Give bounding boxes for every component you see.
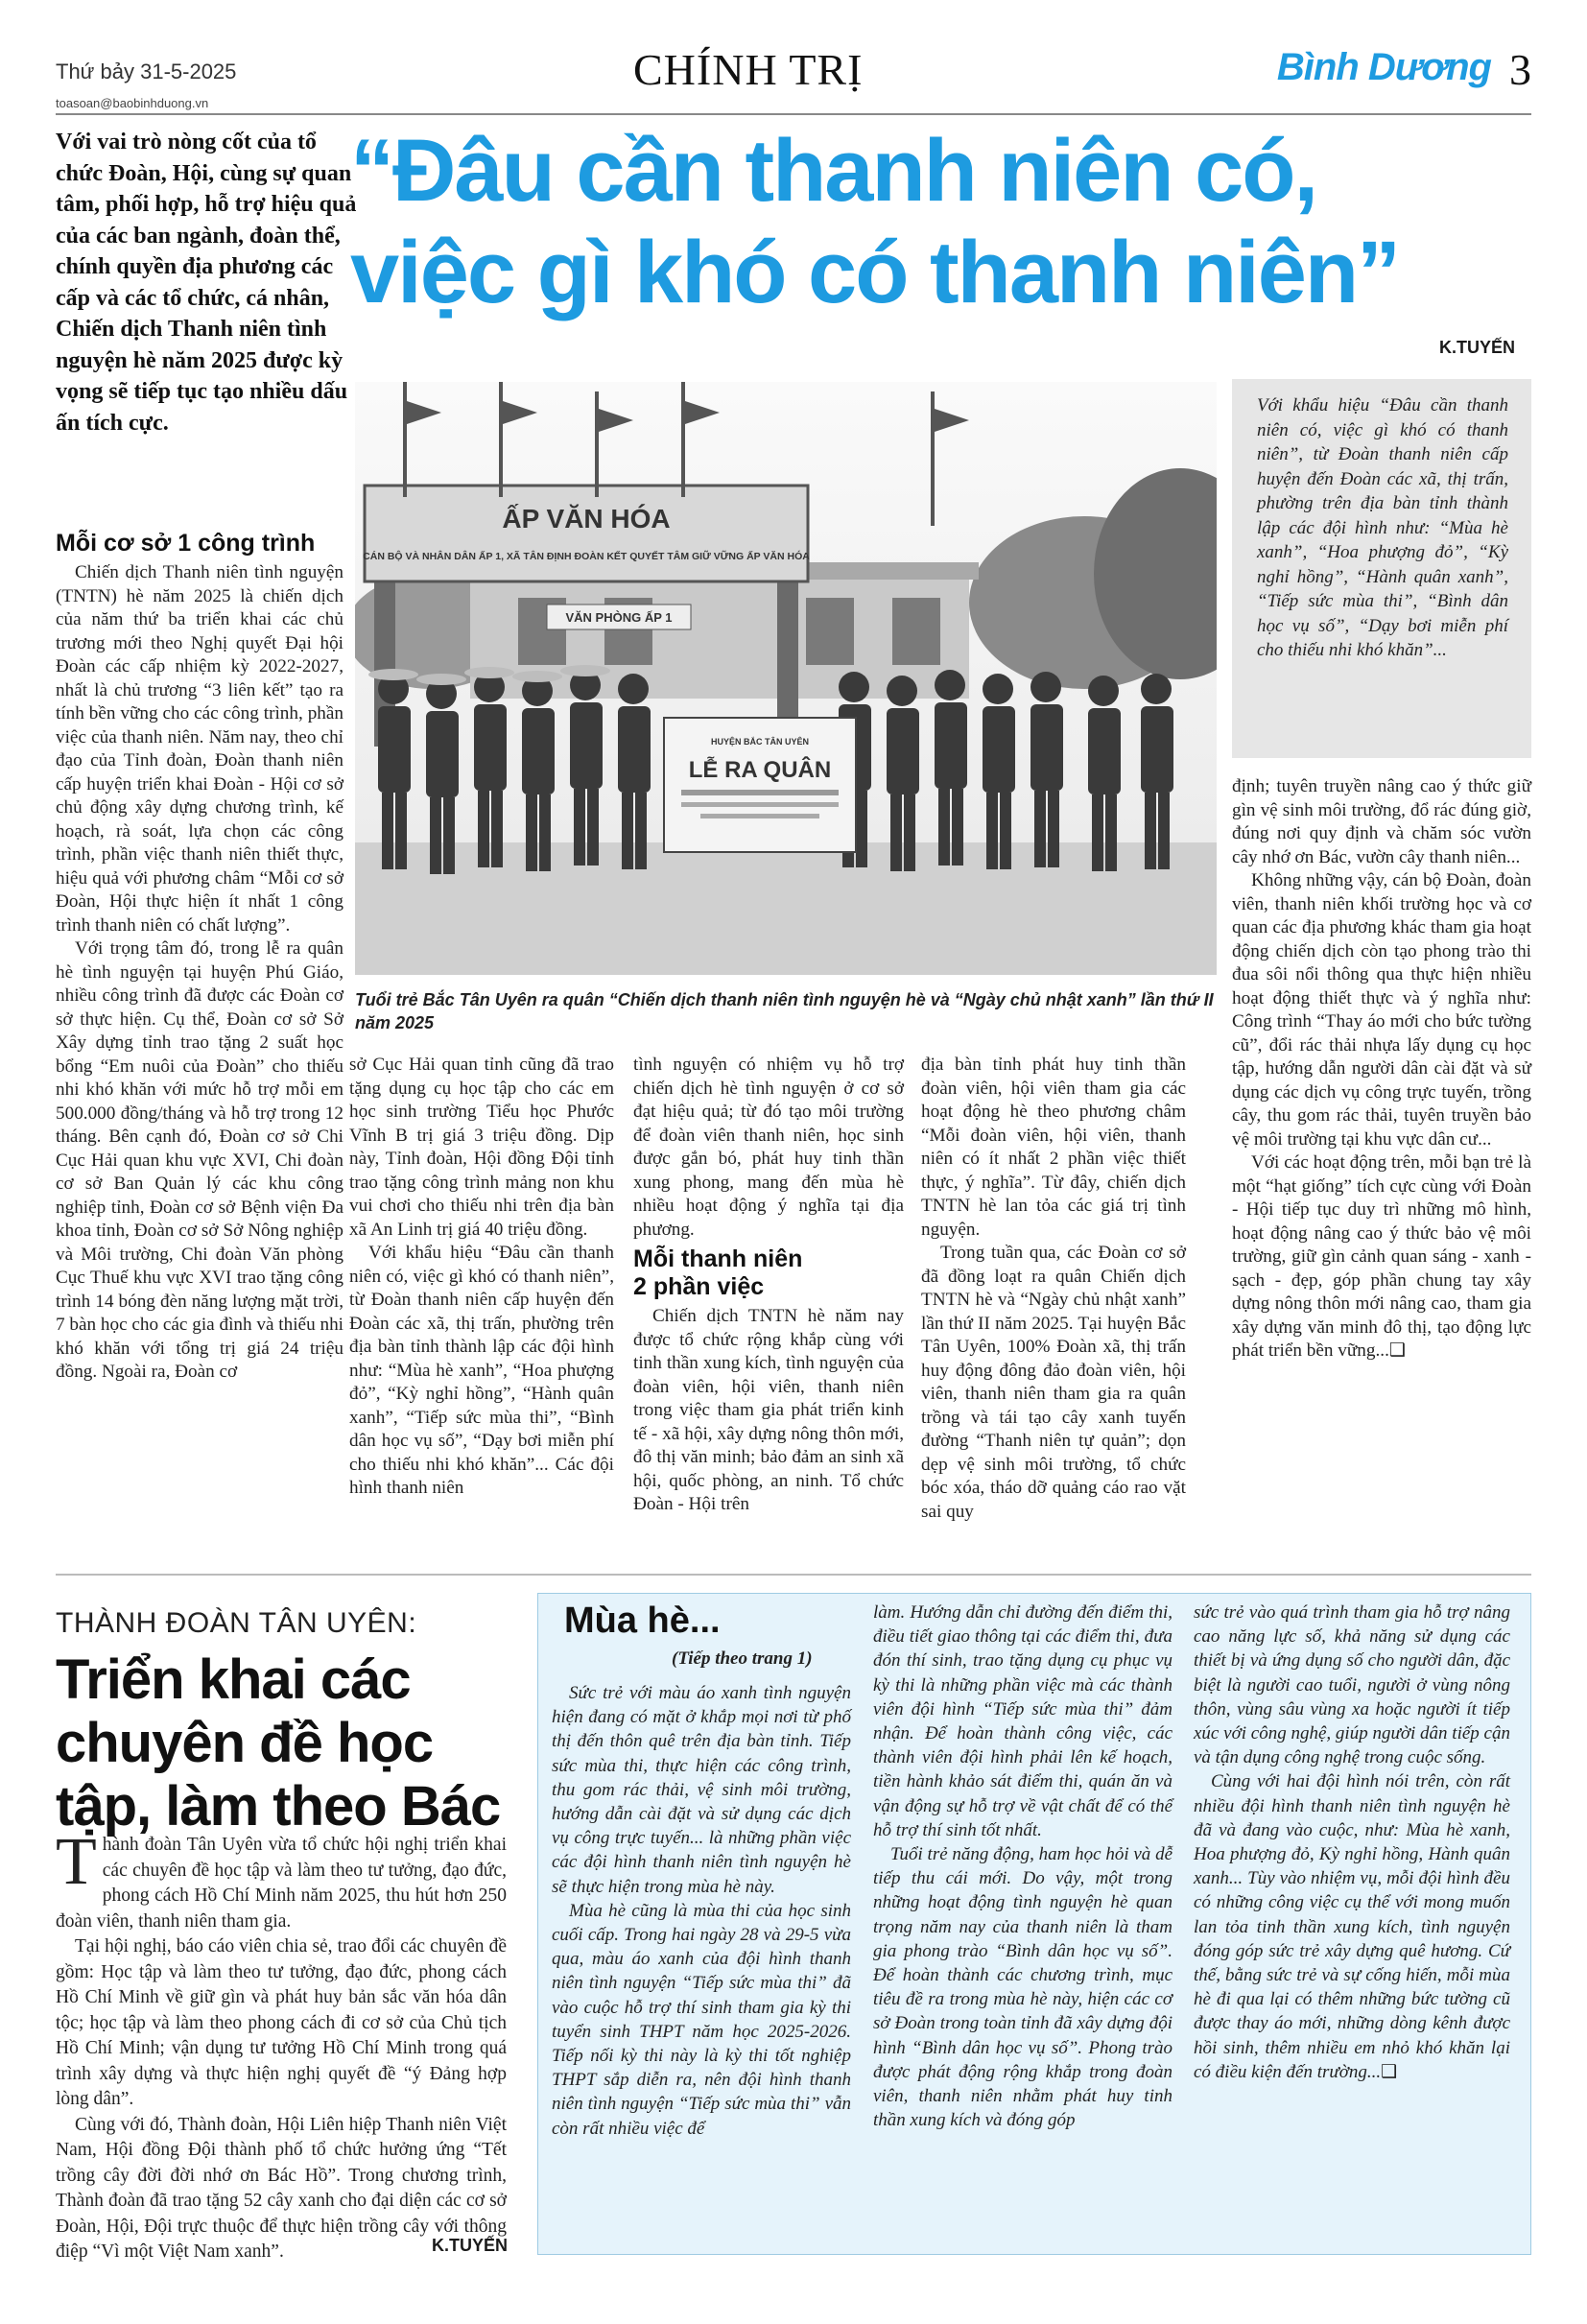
gate-sign-subtitle: CÁN BỘ VÀ NHÂN DÂN ẤP 1, XÃ TÂN ĐỊNH ĐOÀN KẾT QUYẾT TÂM GIỮ VỮNG ẤP VĂN HÓA	[363, 551, 810, 562]
photo-caption: Tuổi trẻ Bắc Tân Uyên ra quân “Chiến dịch thanh niên tình nguyện hè và “Ngày chủ nhật xanh” lần thứ II năm 2025	[355, 990, 1214, 1032]
section-title: CHÍNH TRỊ	[633, 45, 864, 94]
continued-story-title: Mùa hè...	[564, 1601, 721, 1641]
paragraph: Tại hội nghị, báo cáo viên chia sẻ, trao đổi các chuyên đề gồm: Học tập và làm theo tư tưởng, đạo đức, phong cách Hồ Chí Minh về giữ gìn và phát huy bản sắc văn hóa dân tộc; học tập và làm theo phong cách đi cơ sở của Chủ tịch Hồ Chí Minh; vận dụng tư tưởng Hồ Chí Minh trong quá trình xây dựng và thực hiện nghị quyết đề “ý Đảng hợp lòng dân”.	[56, 1936, 507, 2109]
subheading-2-line-2: 2 phần việc	[633, 1273, 765, 1300]
end-mark-icon: ❑	[1388, 1340, 1407, 1361]
paragraph	[1232, 1151, 1531, 1364]
paragraph: Không những vậy, cán bộ Đoàn, đoàn viên, thanh niên khối trường học và cơ quan các địa phương khác tham gia hoạt động chiến dịch còn tạo phong trào thi đua sôi nổi thông qua thực hiện nhiều hoạt động thiết thực và ý nghĩa như: Công trình “Thay áo mới cho bức tường cũ”, đổi rác thải nhựa lấy dụng cụ học tập, hướng dẫn người dân cài đặt và sử dụng các dịch vụ công trực tuyến, trồng cây, thu gom rác thải, tuyên truyền bảo vệ môi trường tại khu vực dân cư...	[1232, 870, 1531, 1150]
article-lead: Với vai trò nòng cốt của tổ chức Đoàn, Hội, cùng sự quan tâm, phối hợp, hỗ trợ hiệu quả của các ban ngành, đoàn thể, chính quyền địa phương các cấp và các tổ chức, cá nhân, Chiến dịch Thanh niên tình nguyện hè năm 2025 được kỳ vọng sẽ tiếp tục tạo nhiều dấu ấn tích cực.	[56, 130, 357, 436]
story-body	[56, 1825, 507, 2265]
paragraph	[1194, 1769, 1510, 2084]
paragraph: Chiến dịch Thanh niên tình nguyện (TNTN) hè năm 2025 là chiến dịch của năm thứ ba triển khai các chủ trương mới theo Nghị quyết Đại hội Đoàn các cấp nhiệm kỳ 2022-2027, nhất là chủ trương “3 liên kết” tạo ra tính bền vững cho các công trình, phần việc của thanh niên. Năm nay, theo chỉ đạo của Tỉnh đoàn, Đoàn thanh niên cấp huyện triển khai Đoàn - Hội cơ sở chủ động xây dựng chương trình, kế hoạch, rà soát, lựa chọn các công trình, phần việc thanh niên thiết thực, hiệu quả với phương châm “Mỗi cơ sở Đoàn, Hội thực hiện ít nhất 1 công trình thanh niên có chất lượng”.	[56, 562, 343, 936]
paragraph: Trong tuần qua, các Đoàn cơ sở đã đồng loạt ra quân Chiến dịch TNTN hè và “Ngày chủ nhật xanh” lần thứ II năm 2025. Tại huyện Bắc Tân Uyên, 100% Đoàn xã, thị trấn huy động đông đảo đoàn viên, hội viên, thanh niên tham gia ra quân trồng và tái tạo cây xanh tuyến đường “Thanh niên tự quản”; dọn dẹp vệ sinh môi trường, tổ chức bóc xóa, tháo dỡ quảng cáo rao vặt sai quy	[921, 1243, 1186, 1522]
subheading-2-line-1: Mỗi thanh niên	[633, 1245, 803, 1272]
paragraph: tình nguyện có nhiệm vụ hỗ trợ chiến dịch hè tình nguyện ở cơ sở đạt hiệu quả; từ đó tạo môi trường để đoàn viên thanh niên, học sinh được gắn bó, phát huy tinh thần xung phong, mang đến mùa hè nhiều hoạt động ý nghĩa tại địa phương.	[633, 1055, 904, 1240]
paragraph: Sức trẻ với màu áo xanh tình nguyện hiện đang có mặt ở khắp mọi nơi từ phố thị đến thôn quê trên địa bàn tỉnh. Tiếp sức mùa thi, thực hiện các công trình, thu gom rác thải, vệ sinh môi trường, hướng dẫn cài đặt và sử dụng các dịch vụ công trực tuyến... là những phần việc các đội hình thanh niên tình nguyện hè sẽ thực hiện trong mùa hè này.	[552, 1683, 851, 1897]
continued-from-label[interactable]: (Tiếp theo trang 1)	[672, 1648, 813, 1669]
paragraph-text: Cùng với hai đội hình nói trên, còn rất nhiều đội hình thanh niên tình nguyện hè đã và đang vào cuộc, như: Mùa hè xanh, Hoa phượng đỏ, Kỳ nghỉ hồng, Hành quân xanh... Tùy vào nhiệm vụ, mỗi đội hình đều có những công việc cụ thể với mong muốn lan tỏa tinh thần xung kích, tình nguyện đóng góp sức trẻ xây dựng quê hương. Cứ thế, bằng sức trẻ và sự cống hiến, mỗi mùa hè đi qua lại có thêm những bức tường cũ được thay áo mới, những dòng kênh được hồi sinh, thêm nhiều em nhỏ khó khăn lại có điều kiện đến trường...	[1194, 1771, 1510, 2082]
end-mark-icon: ❑	[1381, 2061, 1398, 2082]
issue-date: Thứ bảy 31-5-2025	[56, 59, 237, 83]
paragraph: Với khẩu hiệu “Đâu cần thanh niên có, việc gì khó có thanh niên”, từ Đoàn thanh niên cấp huyện đến Đoàn các xã, thị trấn, phường trên địa bàn tỉnh thành lập các đội hình như: “Mùa hè xanh”, “Hoa phượng đỏ”, “Kỳ nghỉ hồng”, “Hành quân xanh”, “Tiếp sức mùa thi”, “Bình dân học vụ số”, “Dạy bơi miễn phí cho thiếu nhi khó khăn”... Các đội hình thanh niên	[349, 1243, 614, 1498]
paragraph: làm. Hướng dẫn chỉ đường đến điểm thi, điều tiết giao thông tại các điểm thi, đưa đón thí sinh, trao tặng dụng cụ phục vụ kỳ thi là những phần việc mà các thành viên đội hình “Tiếp sức mùa thi” đảm nhận. Để hoàn thành công việc, các thành viên đội hình phải lên kế hoạch, tiền hành khảo sát điểm thi, quán ăn và vận động sự hỗ trợ về vật chất để có thể hỗ trợ thí sinh tốt nhất.	[873, 1602, 1172, 1840]
subheading-1: Mỗi cơ sở 1 công trình	[56, 530, 316, 557]
section-divider	[56, 1574, 1531, 1576]
office-sign: VĂN PHÒNG ẤP 1	[565, 610, 673, 625]
main-headline	[350, 120, 1540, 323]
story-kicker: THÀNH ĐOÀN TÂN UYÊN:	[56, 1607, 417, 1639]
paragraph: định; tuyên truyền nâng cao ý thức giữ gìn vệ sinh môi trường, đổ rác đúng giờ, đúng nơi quy định và chăm sóc vườn cây nhớ ơn Bác, vườn cây thanh niên...	[1232, 776, 1531, 867]
article-column-3	[633, 1054, 904, 1517]
main-photo	[355, 382, 1217, 975]
pull-quote-text: Với khẩu hiệu “Đâu cần thanh niên có, việc gì khó có thanh niên”, từ Đoàn thanh niên cấp huyện đến Đoàn các xã, thị trấn, phường trên địa bàn tỉnh thành lập các đội hình như: “Mùa hè xanh”, “Hoa phượng đỏ”, “Kỳ nghỉ hồng”, “Hành quân xanh”, “Tiếp sức mùa thi”, “Bình dân học vụ số”, “Dạy bơi miễn phí cho thiếu nhi khó khăn”...	[1257, 395, 1508, 660]
main-byline: K.TUYẾN	[1439, 338, 1516, 357]
article-column-2	[349, 1054, 614, 1501]
article-column-4	[921, 1054, 1186, 1524]
continued-column-1	[552, 1681, 851, 2141]
header-rule	[56, 113, 1531, 115]
paragraph: Chiến dịch TNTN hè năm nay được tổ chức rộng khắp cùng với tinh thần xung kích, tình nguyện của đoàn viên, hội viên, thanh niên trong việc tham gia phát triển kinh tế - xã hội, xây dựng nông thôn mới, đô thị văn minh; bảo đảm an sinh xã hội, quốc phòng, an ninh. Tổ chức Đoàn - Hội trên	[633, 1306, 904, 1514]
paragraph: Với trọng tâm đó, trong lễ ra quân hè tình nguyện tại huyện Phú Giáo, nhiều công trình đã được các Đoàn cơ sở thực hiện. Cụ thể, Đoàn cơ sở Sở Xây dựng tỉnh trao tặng 2 suất học bổng “Em nuôi của Đoàn” cho thiếu nhi khó khăn với mức hỗ trợ mỗi em 500.000 đồng/tháng và hỗ trợ trong 12 tháng. Bên cạnh đó, Đoàn cơ sở Chi Cục Hải quan khu vực XVI, Chi đoàn cơ sở Ban Quản lý các khu công nghiệp tỉnh, Đoàn cơ sở Bệnh viện Đa khoa tỉnh, Đoàn cơ sở Sở Nông nghiệp và Môi trường, Chi đoàn Văn phòng Cục Thuế khu vực XVI trao tặng công trình 14 bóng đèn năng lượng mặt trời, 7 bàn học cho các gia đình và thiếu nhi khó khăn với tổng trị giá 24 triệu đồng. Ngoài ra, Đoàn cơ	[56, 938, 343, 1382]
banner-title: LỄ RA QUÂN	[688, 757, 832, 783]
drop-cap: T	[56, 1825, 97, 1899]
paragraph-text: Với các hoạt động trên, mỗi bạn trẻ là một “hạt giống” tích cực cùng với Đoàn - Hội tiếp tục duy trì những mô hình, hoạt động nâng cao ý thức bảo vệ môi trường, giữ gìn cảnh quan sáng - xanh - sạch - đẹp, góp phần chung tay xây dựng nông thôn mới nâng cao, tham gia xây dựng văn minh đô thị, tạo động lực phát triển bền vững...	[1232, 1152, 1531, 1361]
paragraph-text: hành đoàn Tân Uyên vừa tổ chức hội nghị triển khai các chuyên đề học tập và làm theo tư tưởng, đạo đức, phong cách Hồ Chí Minh năm 2025, thu hút hơn 250 đoàn viên, thanh niên tham gia.	[56, 1835, 507, 1932]
paragraph: sức trẻ vào quá trình tham gia hỗ trợ nâng cao năng lực số, khả năng sử dụng các thiết bị và ứng dụng số cho người dân, đặc biệt là người cao tuổi, người ở vùng nông thôn, vùng sâu vùng xa hoặc người ít tiếp xúc với công nghệ, giúp người dân tiếp cận và tận dụng công nghệ trong cuộc sống.	[1194, 1602, 1510, 1768]
gate-sign-title: ẤP VĂN HÓA	[502, 504, 671, 534]
paragraph	[56, 1825, 507, 1934]
brand-logo: Bình Dương	[1276, 46, 1491, 88]
story-byline: K.TUYẾN	[432, 2236, 509, 2255]
article-column-1	[56, 526, 343, 1385]
headline-line-1: “Đâu cần thanh niên có,	[350, 122, 1317, 220]
continued-column-2	[873, 1601, 1172, 2132]
headline-line-2: việc gì khó có thanh niên”	[350, 224, 1400, 321]
article-column-5	[1232, 775, 1531, 1364]
subheading-2	[633, 1245, 904, 1301]
page-number: 3	[1509, 45, 1531, 94]
newsroom-email[interactable]: toasoan@baobinhduong.vn	[56, 96, 209, 110]
paragraph: sở Cục Hải quan tỉnh cũng đã trao tặng dụng cụ học tập cho các em học sinh trường Tiểu học Phước Vĩnh B trị giá 3 triệu đồng. Dịp này, Tỉnh đoàn, Hội đồng Đội tỉnh trao tặng công trình mảng non khu vui chơi cho thiếu nhi trên địa bàn xã An Linh trị giá 40 triệu đồng.	[349, 1055, 614, 1240]
banner-org: HUYỆN BẮC TÂN UYÊN	[710, 737, 810, 747]
paragraph: Tuổi trẻ năng động, ham học hỏi và dễ tiếp thu cái mới. Do vậy, một trong những hoạt động tình nguyện hè quan trọng năm nay của thanh niên là tham gia phong trào “Bình dân học vụ số”. Để hoàn thành các chương trình, mục tiêu đề ra trong mùa hè này, hiện các cơ sở Đoàn trong toàn tỉnh đã xây dựng đội hình “Bình dân học vụ số”. Phong trào được phát động rộng khắp trong đoàn viên, thanh niên nhằm phát huy tinh thần xung kích và đóng góp	[873, 1844, 1172, 2131]
continued-column-3	[1194, 1601, 1510, 2084]
paragraph: Mùa hè cũng là mùa thi của học sinh cuối cấp. Trong hai ngày 28 và 29-5 vừa qua, màu áo xanh của đội hình thanh niên tình nguyện “Tiếp sức mùa thi” đã vào cuộc hỗ trợ thí sinh tham gia kỳ thi tuyển sinh THPT năm học 2025-2026. Tiếp nối kỳ thi này là kỳ thi tốt nghiệp THPT sắp diễn ra, nên đội hình thanh niên tình nguyện “Tiếp sức mùa thi” vẫn còn rất nhiều việc để	[552, 1900, 851, 2139]
paragraph: địa bàn tỉnh phát huy tinh thần đoàn viên, hội viên tham gia các hoạt động hè theo phương châm “Mỗi đoàn viên, hội viên, thanh niên có ít nhất 2 phần việc thiết thực, ý nghĩa”. Từ đây, chiến dịch TNTN hè lan tỏa các giá trị tình nguyện.	[921, 1055, 1186, 1240]
story-headline: Triển khai các chuyên đề học tập, làm theo Bác	[56, 1648, 501, 1838]
paragraph: Cùng với đó, Thành đoàn, Hội Liên hiệp Thanh niên Việt Nam, Hội đồng Đội thành phố tổ chức hưởng ứng “Tết trồng cây đời đời nhớ ơn Bác Hồ”. Trong chương trình, Thành đoàn đã trao tặng 52 cây xanh cho đại diện các cơ sở Đoàn, Hội, Đội trực thuộc để thực hiện trồng cây với thông điệp “Vì một Việt Nam xanh”.	[56, 2114, 507, 2262]
